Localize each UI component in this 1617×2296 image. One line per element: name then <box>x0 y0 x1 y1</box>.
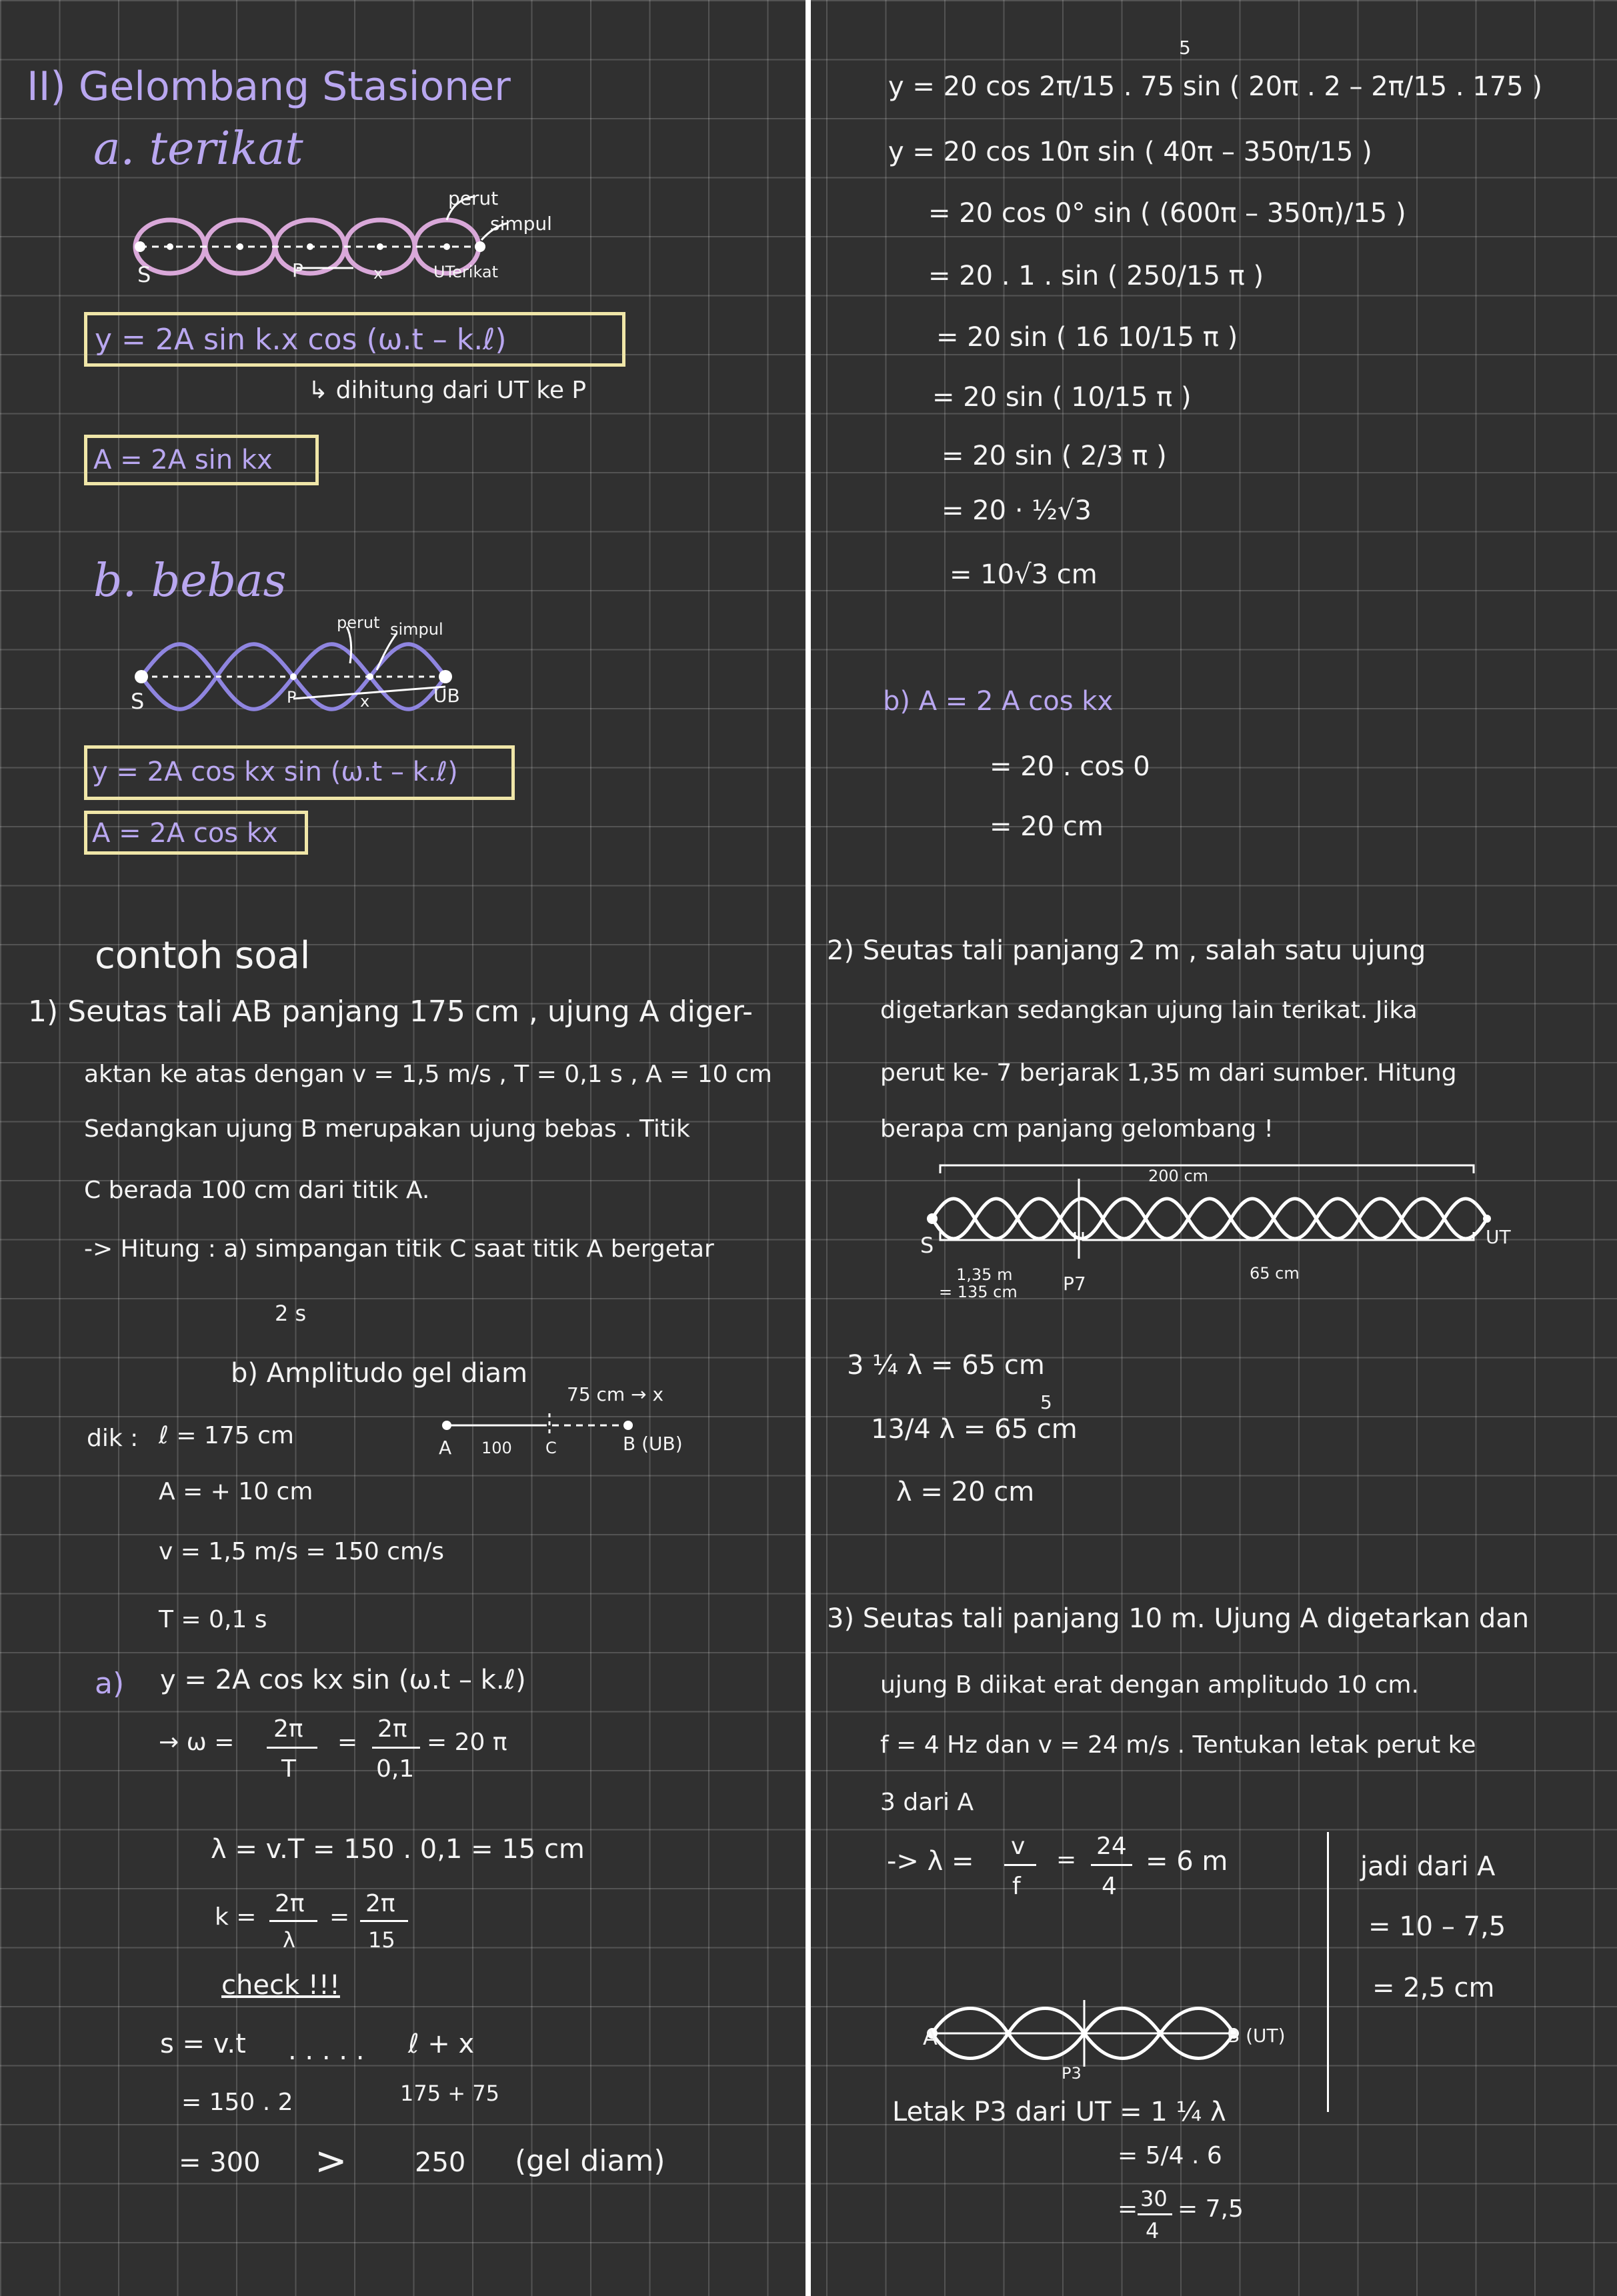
calc-line-7: = 20 sin ( 2/3 π ) <box>942 441 1167 471</box>
calc-line-8: = 20 · ½√3 <box>942 495 1092 526</box>
soal2-diagram-p7: P7 <box>1063 1273 1086 1295</box>
bebas-x-label: x <box>360 692 370 711</box>
soal2-sol-3: λ = 20 cm <box>896 1477 1035 1507</box>
omega-result: = 20 π <box>427 1729 507 1756</box>
soal3-letak-2: = 5/4 . 6 <box>1118 2142 1222 2169</box>
soal1-diagram-a: A <box>439 1437 452 1459</box>
terikat-x-label: x <box>373 264 383 283</box>
soal1-diagram-c: C <box>545 1439 557 1457</box>
calc-line-1: y = 20 cos 2π/15 . 75 sin ( 20π . 2 – 2π/15 . 175 ) <box>888 71 1542 102</box>
gel-diam: (gel diam) <box>515 2144 665 2178</box>
bebas-p-label: P <box>287 688 297 707</box>
soal2-diagram-ut: UT <box>1486 1226 1511 1248</box>
bebas-simpul-label: simpul <box>390 620 443 639</box>
soal3-line-4: 3 dari A <box>880 1789 974 1816</box>
soal2-diagram-top: 200 cm <box>1148 1167 1209 1185</box>
soal1-line-6: 2 s <box>275 1301 307 1326</box>
soal1-line-1: 1) Seutas tali AB panjang 175 cm , ujung A diger- <box>28 995 753 1029</box>
soal3-diagram-p3: P3 <box>1062 2064 1082 2083</box>
jadi-separator <box>1327 1832 1329 2112</box>
s-dots: . . . . . <box>288 2035 365 2066</box>
soal1-line-4: C berada 100 cm dari titik A. <box>84 1177 430 1204</box>
section-title: II) Gelombang Stasioner <box>27 63 511 110</box>
soal3-letak: Letak P3 dari UT = 1 ¼ λ <box>892 2097 1226 2127</box>
calc-line-6: = 20 sin ( 10/15 π ) <box>932 382 1192 413</box>
bebas-wave-diagram <box>133 627 460 720</box>
soal1-line-3: Sedangkan ujung B merupakan ujung bebas . Titik <box>84 1115 690 1143</box>
k-lead: k = <box>215 1903 257 1931</box>
soal1-diagram <box>440 1413 640 1453</box>
b-line-3: = 20 cm <box>990 811 1104 842</box>
omega-den-1: T <box>281 1755 296 1783</box>
calc-strike-5: 5 <box>1179 37 1191 59</box>
soal2-diagram-135cm: = 135 cm <box>939 1283 1018 1301</box>
soal3-fraction-bar-2 <box>1091 1864 1132 1866</box>
omega-fraction-bar-1 <box>267 1747 317 1749</box>
calc-line-3: = 20 cos 0° sin ( (600π – 350π)/15 ) <box>928 198 1406 229</box>
dik-label: dik : <box>87 1425 139 1452</box>
soal3-diagram-b: B (UT) <box>1227 2025 1286 2047</box>
soal2-line-2: digetarkan sedangkan ujung lain terikat. Jika <box>880 997 1418 1024</box>
omega-den-2: 0,1 <box>376 1755 415 1783</box>
dik-item-4: T = 0,1 s <box>159 1606 267 1633</box>
soal2-diagram-s: S <box>920 1233 934 1258</box>
bebas-formula: y = 2A cos kx sin (ω.t – k.ℓ) <box>92 757 458 787</box>
soal3-lambda-lead: -> λ = <box>887 1846 974 1877</box>
omega-num-1: 2π <box>273 1715 303 1743</box>
soal1-diagram-100: 100 <box>481 1439 512 1457</box>
terikat-amplitude: A = 2A sin kx <box>93 445 273 475</box>
terikat-ut-label: UTerikat <box>433 263 499 281</box>
k-eq: = <box>329 1903 350 1931</box>
soal2-diagram-135m: 1,35 m <box>956 1265 1013 1284</box>
soal1-a-label: a) <box>95 1667 125 1701</box>
dik-item-2: A = + 10 cm <box>159 1478 313 1505</box>
k-num-2: 2π <box>365 1890 395 1917</box>
s-sum: 175 + 75 <box>400 2081 499 2106</box>
bebas-end-dot <box>439 670 452 683</box>
greater-than: > <box>315 2138 347 2183</box>
soal2-strike-5: 5 <box>1040 1391 1052 1413</box>
soal3-diagram-a: A <box>923 2025 938 2050</box>
calc-line-9: = 10√3 cm <box>950 559 1098 590</box>
s-eq-2: = 150 . 2 <box>181 2089 293 2116</box>
k-fraction-bar-2 <box>360 1920 408 1922</box>
soal1-diagram-b: B (UB) <box>623 1433 683 1455</box>
soal1-lambda: λ = v.T = 150 . 0,1 = 15 cm <box>211 1834 585 1865</box>
s-eq-3: = 300 <box>179 2147 261 2178</box>
soal2-line-1: 2) Seutas tali panjang 2 m , salah satu ujung <box>827 935 1426 966</box>
soal1-line-7: b) Amplitudo gel diam <box>231 1358 528 1389</box>
omega-eq: = <box>337 1729 358 1756</box>
k-den-2: 15 <box>368 1927 395 1953</box>
v250: 250 <box>415 2147 466 2178</box>
soal2-sol-1: 3 ¼ λ = 65 cm <box>847 1350 1045 1381</box>
s-lx: ℓ + x <box>408 2029 475 2059</box>
bebas-ub-label: UB <box>433 685 460 707</box>
bebas-source-dot <box>135 670 148 683</box>
check-label: check !!! <box>221 1970 340 2001</box>
calc-line-2: y = 20 cos 10π sin ( 40π – 350π/15 ) <box>888 137 1372 167</box>
soal1-line-5: -> Hitung : a) simpangan titik C saat titik A bergetar <box>84 1235 714 1263</box>
terikat-note: ↳ dihitung dari UT ke P <box>308 377 587 404</box>
omega-num-2: 2π <box>377 1715 407 1743</box>
soal3-letak-3-den: 4 <box>1146 2218 1160 2243</box>
dik-item-1: ℓ = 175 cm <box>159 1422 294 1449</box>
bebas-perut-label: perut <box>337 613 380 632</box>
soal1-line-2: aktan ke atas dengan v = 1,5 m/s , T = 0,1 s , A = 10 cm <box>84 1061 772 1088</box>
terikat-perut-label: perut <box>448 187 499 209</box>
soal1-a-formula: y = 2A cos kx sin (ω.t – k.ℓ) <box>160 1665 526 1695</box>
k-num-1: 2π <box>275 1890 305 1917</box>
soal2-diagram-65: 65 cm <box>1250 1264 1300 1283</box>
soal3-lambda-num: v <box>1011 1833 1026 1860</box>
calc-line-5: = 20 sin ( 16 10/15 π ) <box>936 322 1238 353</box>
omega-fraction-bar-2 <box>372 1747 420 1749</box>
omega-lead: → ω = <box>159 1729 235 1756</box>
bebas-amplitude: A = 2A cos kx <box>92 818 278 849</box>
soal1-diagram-75: 75 cm → x <box>567 1383 664 1405</box>
b-line-2: = 20 . cos 0 <box>990 751 1150 782</box>
terikat-s-label: S <box>137 262 151 287</box>
soal3-lambda-num2: 24 <box>1096 1833 1127 1860</box>
soal3-lambda-eq: = <box>1056 1846 1077 1873</box>
soal2-wave-lines <box>932 1199 1487 1239</box>
terikat-end-dot <box>475 241 485 252</box>
terikat-heading: a. terikat <box>93 123 303 175</box>
k-den-1: λ <box>283 1927 295 1953</box>
s-eq-1: s = v.t <box>160 2029 246 2059</box>
soal3-lambda-result: = 6 m <box>1146 1846 1228 1877</box>
soal3-wave-diagram <box>927 1980 1260 2093</box>
jadi-line-1: jadi dari A <box>1360 1851 1496 1882</box>
soal3-line-1: 3) Seutas tali panjang 10 m. Ujung A digetarkan dan <box>827 1603 1530 1634</box>
k-fraction-bar-1 <box>269 1920 317 1922</box>
terikat-p-label: P <box>292 259 303 281</box>
soal3-letak-3-result: = 7,5 <box>1178 2195 1244 2223</box>
soal3-lambda-den: f <box>1012 1873 1021 1900</box>
soal3-fraction-bar-3 <box>1138 2213 1172 2215</box>
soal2-sol-2: 13/4 λ = 65 cm <box>871 1414 1078 1445</box>
soal2-line-4: berapa cm panjang gelombang ! <box>880 1115 1274 1143</box>
page-divider <box>805 0 811 2296</box>
calc-line-4: = 20 . 1 . sin ( 250/15 π ) <box>928 261 1264 291</box>
bebas-heading: b. bebas <box>93 555 287 607</box>
contoh-title: contoh soal <box>95 934 311 977</box>
dik-item-3: v = 1,5 m/s = 150 cm/s <box>159 1538 444 1565</box>
terikat-simpul-label: simpul <box>490 213 552 235</box>
jadi-line-2: = 10 – 7,5 <box>1368 1911 1506 1942</box>
soal3-line-2: ujung B diikat erat dengan amplitudo 10 cm. <box>880 1671 1419 1699</box>
soal3-fraction-bar-1 <box>1004 1864 1036 1866</box>
jadi-line-3: = 2,5 cm <box>1372 1973 1495 2003</box>
terikat-formula: y = 2A sin k.x cos (ω.t – k.ℓ) <box>95 323 507 357</box>
soal3-lambda-den2: 4 <box>1102 1873 1117 1900</box>
soal3-letak-3-num: 30 <box>1140 2186 1168 2211</box>
soal2-line-3: perut ke- 7 berjarak 1,35 m dari sumber. Hitung <box>880 1059 1457 1087</box>
terikat-source-dot <box>135 241 145 252</box>
b-line-1: b) A = 2 A cos kx <box>883 686 1114 717</box>
bebas-s-label: S <box>131 689 145 714</box>
soal3-line-3: f = 4 Hz dan v = 24 m/s . Tentukan letak perut ke <box>880 1731 1476 1759</box>
soal3-letak-3-eq: = <box>1118 2195 1138 2223</box>
bebas-perut-arrow <box>347 627 351 663</box>
